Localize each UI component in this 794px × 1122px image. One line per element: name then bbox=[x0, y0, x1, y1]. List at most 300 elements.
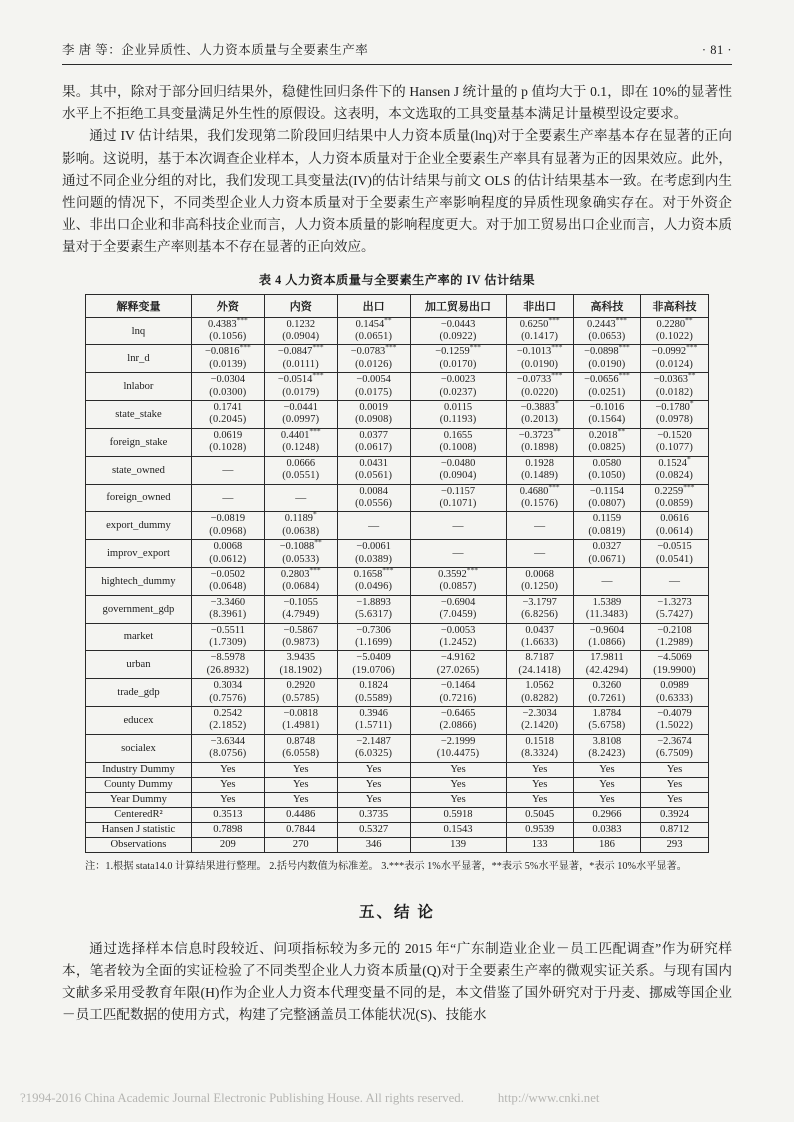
standard-error: (0.0968) bbox=[209, 525, 247, 537]
standard-error: (4.7949) bbox=[282, 609, 320, 621]
standard-error: (2.1420) bbox=[521, 720, 559, 732]
coefficient-value: −3.6344 bbox=[210, 735, 246, 747]
coefficient-cell bbox=[410, 679, 506, 707]
coefficient-cell bbox=[191, 317, 264, 345]
table-row bbox=[86, 428, 709, 456]
variable-label: hightech_dummy bbox=[86, 567, 192, 595]
coefficient-value: −0.0818 bbox=[283, 708, 318, 719]
coefficient-cell bbox=[410, 401, 506, 429]
coefficient-cell bbox=[573, 595, 640, 623]
coefficient-cell bbox=[337, 595, 410, 623]
coefficient-value: −2.3034 bbox=[522, 708, 557, 719]
standard-error: (0.0190) bbox=[588, 358, 626, 370]
standard-error: (1.4981) bbox=[282, 720, 320, 732]
coefficient-value: 0.1454** bbox=[355, 315, 392, 330]
coefficient-value: −2.3674 bbox=[657, 735, 692, 747]
summary-value: 0.0383 bbox=[573, 822, 640, 837]
coefficient-cell bbox=[506, 567, 573, 595]
coefficient-cell bbox=[191, 623, 264, 651]
coefficient-cell bbox=[337, 623, 410, 651]
coefficient-value: −0.1088** bbox=[279, 537, 322, 553]
coefficient-value: 1.0562 bbox=[525, 680, 554, 692]
coefficient-cell bbox=[506, 707, 573, 735]
standard-error: (0.0251) bbox=[588, 386, 626, 398]
coefficient-value: 8.7187 bbox=[525, 652, 554, 664]
coefficient-cell bbox=[573, 707, 640, 735]
standard-error: (0.0175) bbox=[355, 386, 393, 398]
coefficient-cell bbox=[573, 623, 640, 651]
coefficient-cell bbox=[191, 651, 264, 679]
standard-error: (0.1022) bbox=[655, 331, 694, 343]
standard-error: (0.0139) bbox=[209, 358, 247, 370]
standard-error: (0.0182) bbox=[655, 386, 694, 398]
standard-error: (0.0220) bbox=[521, 386, 559, 398]
summary-value: 0.3924 bbox=[641, 807, 709, 822]
coefficient-cell bbox=[410, 595, 506, 623]
standard-error: (0.0819) bbox=[588, 525, 626, 537]
coefficient-cell bbox=[264, 734, 337, 762]
table-row bbox=[86, 345, 709, 373]
coefficient-cell bbox=[191, 342, 264, 373]
standard-error: (8.3324) bbox=[521, 748, 559, 760]
coefficient-value: −0.1157 bbox=[441, 485, 476, 497]
coefficient-value: −4.9162 bbox=[440, 652, 476, 664]
coefficient-value: −0.9604 bbox=[589, 624, 625, 636]
coefficient-cell bbox=[337, 734, 410, 762]
table-row bbox=[86, 595, 709, 623]
summary-value: Yes bbox=[506, 762, 573, 777]
coefficient-value: −8.5978 bbox=[210, 652, 246, 664]
standard-error: (0.0496) bbox=[355, 581, 393, 593]
variable-label: lnq bbox=[86, 317, 192, 345]
standard-error: (0.0190) bbox=[521, 358, 559, 370]
coefficient-value: −0.0061 bbox=[356, 541, 391, 553]
coefficient-cell bbox=[191, 567, 264, 595]
coefficient-cell bbox=[410, 317, 506, 345]
coefficient-value: −5.0409 bbox=[356, 652, 391, 664]
standard-error: (0.0551) bbox=[282, 470, 320, 482]
coefficient-cell bbox=[191, 401, 264, 429]
coefficient-cell bbox=[641, 456, 709, 484]
summary-value: Yes bbox=[573, 777, 640, 792]
summary-value: Yes bbox=[264, 762, 337, 777]
coefficient-cell bbox=[337, 707, 410, 735]
coefficient-value: 0.2018** bbox=[588, 426, 625, 441]
summary-value: 0.5327 bbox=[337, 822, 410, 837]
coefficient-value: −0.1154 bbox=[589, 485, 624, 497]
coefficient-cell bbox=[410, 623, 506, 651]
coefficient-cell bbox=[264, 317, 337, 345]
standard-error: (0.1056) bbox=[209, 331, 247, 343]
coefficient-cell bbox=[506, 651, 573, 679]
standard-error: (42.4294) bbox=[585, 664, 629, 676]
standard-error: (0.1564) bbox=[588, 414, 626, 426]
coefficient-cell bbox=[337, 679, 410, 707]
coefficient-value: −0.0054 bbox=[356, 374, 391, 386]
standard-error: (0.0614) bbox=[655, 525, 694, 537]
coefficient-value: 0.1741 bbox=[213, 402, 243, 414]
standard-error: (0.0904) bbox=[282, 331, 320, 343]
standard-error: (0.1077) bbox=[655, 442, 694, 454]
coefficient-value: 0.0115 bbox=[443, 402, 473, 414]
column-header-7: 非高科技 bbox=[641, 294, 709, 317]
standard-error: (0.0533) bbox=[282, 553, 320, 565]
summary-value: Yes bbox=[410, 762, 506, 777]
standard-error: (0.0617) bbox=[355, 442, 393, 454]
table-row bbox=[86, 651, 709, 679]
variable-label: lnlabor bbox=[86, 373, 192, 401]
standard-error: (0.7576) bbox=[209, 692, 247, 704]
summary-value: Yes bbox=[191, 777, 264, 792]
summary-value: 0.5045 bbox=[506, 807, 573, 822]
coefficient-cell bbox=[337, 317, 410, 345]
coefficient-cell bbox=[191, 512, 264, 540]
standard-error: (0.0126) bbox=[355, 358, 393, 370]
summary-value: 0.4486 bbox=[264, 807, 337, 822]
coefficient-cell bbox=[641, 595, 709, 623]
standard-error: (2.0866) bbox=[439, 720, 477, 732]
variable-label: urban bbox=[86, 651, 192, 679]
standard-error: (0.9873) bbox=[282, 636, 320, 648]
summary-value: Yes bbox=[337, 762, 410, 777]
summary-row bbox=[86, 792, 709, 807]
standard-error: (0.8282) bbox=[521, 692, 559, 704]
coefficient-value: 0.0019 bbox=[359, 402, 388, 414]
standard-error: (5.7427) bbox=[655, 609, 694, 621]
variable-label: foreign_stake bbox=[86, 428, 192, 456]
standard-error: (0.1489) bbox=[521, 470, 559, 482]
variable-label: improv_export bbox=[86, 540, 192, 568]
standard-error: (0.0653) bbox=[588, 331, 626, 343]
standard-error: (0.0389) bbox=[355, 553, 393, 565]
table-row bbox=[86, 734, 709, 762]
summary-value: Yes bbox=[410, 777, 506, 792]
standard-error: (0.0922) bbox=[439, 331, 477, 343]
coefficient-value: 0.8748 bbox=[286, 735, 316, 747]
coefficient-value: −0.0514*** bbox=[277, 370, 324, 386]
standard-error: (6.0558) bbox=[282, 748, 320, 760]
coefficient-value: 0.1232 bbox=[286, 318, 316, 330]
summary-value: 209 bbox=[191, 837, 264, 852]
summary-value: 346 bbox=[337, 837, 410, 852]
standard-error: (0.0541) bbox=[655, 553, 694, 565]
standard-error: (11.3483) bbox=[585, 609, 628, 621]
coefficient-value: 0.1824 bbox=[359, 680, 388, 692]
standard-error: (0.0824) bbox=[655, 470, 694, 482]
footer-copyright: ?1994-2016 China Academic Journal Electronic Publishing House. All rights reserved. bbox=[20, 1091, 464, 1105]
coefficient-value: −0.1464 bbox=[440, 680, 476, 692]
coefficient-value: 0.0068 bbox=[525, 568, 554, 580]
coefficient-cell bbox=[641, 317, 709, 345]
summary-label: Observations bbox=[86, 837, 192, 852]
coefficient-cell bbox=[506, 456, 573, 484]
results-table-block bbox=[85, 271, 709, 874]
coefficient-value: 0.2259*** bbox=[654, 482, 695, 497]
standard-error: (0.5589) bbox=[355, 692, 393, 704]
coefficient-value: 0.4383*** bbox=[207, 315, 248, 330]
coefficient-value: −0.0992*** bbox=[651, 342, 698, 358]
coefficient-cell bbox=[410, 734, 506, 762]
coefficient-cell: — bbox=[410, 512, 506, 540]
coefficient-value: 0.0616 bbox=[660, 513, 689, 525]
coefficient-cell: — bbox=[410, 540, 506, 568]
coefficient-value: 0.0580 bbox=[592, 457, 622, 469]
standard-error: (0.0997) bbox=[282, 414, 320, 426]
standard-error: (0.1050) bbox=[588, 470, 626, 482]
column-header-3: 出口 bbox=[337, 294, 410, 317]
coefficient-value: −2.1999 bbox=[440, 735, 476, 747]
coefficient-cell bbox=[573, 370, 640, 401]
coefficient-cell bbox=[641, 512, 709, 540]
summary-value: 293 bbox=[641, 837, 709, 852]
table-row bbox=[86, 540, 709, 568]
coefficient-value: 0.0327 bbox=[592, 541, 622, 553]
coefficient-cell bbox=[264, 651, 337, 679]
table-note: 注：1.根据 stata14.0 计算结果进行整理。 2.括号内数值为标准差。 3.***表示 1%水平显著，**表示 5%水平显著，*表示 10%水平显著。 bbox=[85, 860, 687, 872]
standard-error: (1.2452) bbox=[439, 636, 477, 648]
coefficient-cell bbox=[641, 370, 709, 401]
standard-error: (0.0857) bbox=[439, 581, 477, 593]
coefficient-value: −0.0053 bbox=[440, 624, 476, 636]
table-row bbox=[86, 373, 709, 401]
variable-label: export_dummy bbox=[86, 512, 192, 540]
coefficient-value: 0.0437 bbox=[525, 624, 554, 636]
variable-label: socialex bbox=[86, 734, 192, 762]
standard-error: (1.6633) bbox=[521, 636, 559, 648]
coefficient-value: 3.8108 bbox=[592, 735, 622, 747]
standard-error: (1.5711) bbox=[355, 720, 392, 732]
coefficient-cell bbox=[264, 567, 337, 595]
coefficient-cell bbox=[410, 428, 506, 456]
coefficient-value: −0.0363** bbox=[653, 370, 696, 386]
variable-label: lnr_d bbox=[86, 345, 192, 373]
coefficient-cell bbox=[191, 679, 264, 707]
summary-value: 0.8712 bbox=[641, 822, 709, 837]
coefficient-cell bbox=[337, 567, 410, 595]
standard-error: (0.0807) bbox=[588, 497, 626, 509]
coefficient-value: 0.1524* bbox=[658, 454, 691, 469]
standard-error: (0.0908) bbox=[355, 414, 393, 426]
standard-error: (10.4475) bbox=[436, 748, 480, 760]
summary-value: 186 bbox=[573, 837, 640, 852]
coefficient-cell bbox=[506, 370, 573, 401]
coefficient-value: −1.3273 bbox=[657, 596, 692, 608]
coefficient-cell bbox=[264, 623, 337, 651]
coefficient-cell bbox=[264, 456, 337, 484]
standard-error: (0.1008) bbox=[439, 442, 477, 454]
summary-value: Yes bbox=[641, 792, 709, 807]
coefficient-value: 0.1159 bbox=[592, 513, 622, 525]
coefficient-cell bbox=[264, 707, 337, 735]
standard-error: (0.7216) bbox=[439, 692, 477, 704]
coefficient-value: 0.0989 bbox=[660, 680, 689, 692]
standard-error: (1.2989) bbox=[655, 636, 694, 648]
summary-value: Yes bbox=[264, 777, 337, 792]
standard-error: (19.9900) bbox=[653, 664, 696, 676]
coefficient-cell bbox=[337, 484, 410, 512]
standard-error: (6.8256) bbox=[521, 609, 559, 621]
standard-error: (0.0612) bbox=[209, 553, 247, 565]
footer-url: http://www.cnki.net bbox=[497, 1091, 600, 1105]
coefficient-cell bbox=[641, 484, 709, 512]
table-body bbox=[86, 317, 709, 852]
coefficient-cell: — bbox=[506, 540, 573, 568]
standard-error: (0.5785) bbox=[282, 692, 320, 704]
coefficient-value: 0.1189* bbox=[284, 509, 317, 525]
coefficient-value: −0.1259*** bbox=[435, 342, 481, 358]
coefficient-value: −0.0443 bbox=[440, 318, 476, 330]
coefficient-cell bbox=[191, 373, 264, 401]
standard-error: (0.1248) bbox=[282, 442, 320, 454]
standard-error: (0.0648) bbox=[209, 581, 247, 593]
coefficient-value: 0.1658*** bbox=[353, 565, 394, 580]
summary-value: Yes bbox=[573, 762, 640, 777]
standard-error: (2.1852) bbox=[209, 720, 247, 732]
coefficient-cell bbox=[506, 484, 573, 512]
standard-error: (26.8932) bbox=[206, 664, 250, 676]
coefficient-cell bbox=[641, 398, 709, 429]
coefficient-value: 0.0666 bbox=[286, 457, 316, 469]
coefficient-cell bbox=[337, 428, 410, 456]
coefficient-value: −0.1013*** bbox=[516, 342, 563, 358]
summary-value: Yes bbox=[191, 762, 264, 777]
coefficient-value: −0.0733*** bbox=[516, 370, 563, 386]
coefficient-cell bbox=[641, 342, 709, 373]
coefficient-value: 0.0431 bbox=[359, 457, 388, 469]
coefficient-cell bbox=[573, 679, 640, 707]
summary-row bbox=[86, 822, 709, 837]
summary-label: Industry Dummy bbox=[86, 762, 192, 777]
coefficient-value: −0.0819 bbox=[210, 513, 246, 525]
summary-row bbox=[86, 807, 709, 822]
summary-value: Yes bbox=[337, 777, 410, 792]
coefficient-cell bbox=[573, 342, 640, 373]
footer bbox=[20, 1091, 774, 1106]
coefficient-value: −3.1797 bbox=[522, 596, 557, 608]
standard-error: (0.1417) bbox=[521, 331, 559, 343]
summary-value: Yes bbox=[264, 792, 337, 807]
coefficient-cell bbox=[641, 623, 709, 651]
coefficient-cell bbox=[264, 537, 337, 568]
iv-results-table bbox=[85, 294, 709, 853]
coefficient-cell bbox=[506, 623, 573, 651]
summary-value: Yes bbox=[191, 792, 264, 807]
coefficient-cell: — bbox=[337, 512, 410, 540]
coefficient-value: −0.0502 bbox=[210, 568, 246, 580]
coefficient-value: 0.2443*** bbox=[587, 315, 627, 330]
coefficient-cell bbox=[191, 540, 264, 568]
coefficient-value: 1.8784 bbox=[592, 708, 622, 719]
coefficient-cell bbox=[573, 317, 640, 345]
coefficient-cell bbox=[410, 342, 506, 373]
coefficient-value: −0.5511 bbox=[210, 624, 245, 636]
coefficient-cell bbox=[410, 651, 506, 679]
standard-error: (0.1028) bbox=[209, 442, 247, 454]
standard-error: (24.1418) bbox=[518, 664, 561, 676]
coefficient-cell bbox=[573, 456, 640, 484]
standard-error: (0.0978) bbox=[655, 414, 694, 426]
column-header-6: 高科技 bbox=[573, 294, 640, 317]
coefficient-cell bbox=[506, 342, 573, 373]
standard-error: (8.3961) bbox=[209, 609, 247, 621]
coefficient-cell bbox=[506, 734, 573, 762]
table-row bbox=[86, 623, 709, 651]
table-row bbox=[86, 679, 709, 707]
coefficient-cell bbox=[410, 373, 506, 401]
standard-error: (0.2045) bbox=[209, 414, 247, 426]
coefficient-cell bbox=[191, 707, 264, 735]
coefficient-cell bbox=[573, 484, 640, 512]
coefficient-cell bbox=[264, 428, 337, 456]
standard-error: (0.0859) bbox=[655, 497, 694, 509]
summary-row bbox=[86, 837, 709, 852]
summary-value: Yes bbox=[641, 777, 709, 792]
coefficient-value: 0.2542 bbox=[213, 708, 243, 719]
standard-error: (0.0651) bbox=[355, 331, 393, 343]
coefficient-cell: — bbox=[641, 567, 709, 595]
body-paragraph-2: 通过 IV 估计结果，我们发现第二阶段回归结果中人力资本质量(lnq)对于全要素生产率基本存在显著的正向影响。这说明，基于本次调查企业样本，人力资本质量对于企业全要素生产率具有显著为正的因果效应。此外，通过不同企业分组的对比，我们发现工具变量法(IV)的估计结果与前文 OLS 的估计结果基本一致。在考虑到内生性问题的情况下，不同类型企业人力资本质量对于全要素生产率影响程度的异质性现象确实存在。对于外资企业、非出口企业和非高科技企业而言，人力资本质量的影响程度更大。对于加工贸易出口企业而言，人力资本质量对于全要素生产率则基本不存在显著的正向效应。 bbox=[62, 128, 732, 255]
standard-error: (0.6333) bbox=[655, 692, 694, 704]
standard-error: (6.7509) bbox=[655, 748, 694, 760]
summary-value: 270 bbox=[264, 837, 337, 852]
coefficient-cell bbox=[337, 373, 410, 401]
coefficient-value: −0.0023 bbox=[440, 374, 476, 386]
coefficient-value: −0.0515 bbox=[657, 541, 692, 553]
standard-error: (19.0706) bbox=[352, 664, 395, 676]
summary-value: Yes bbox=[573, 792, 640, 807]
coefficient-value: −0.0847*** bbox=[277, 342, 324, 358]
standard-error: (1.5022) bbox=[655, 720, 694, 732]
standard-error: (6.0325) bbox=[355, 748, 393, 760]
table-row bbox=[86, 317, 709, 345]
summary-value: 0.3513 bbox=[191, 807, 264, 822]
coefficient-cell bbox=[264, 509, 337, 540]
summary-value: Yes bbox=[506, 777, 573, 792]
summary-value: 0.1543 bbox=[410, 822, 506, 837]
coefficient-value: −4.5069 bbox=[657, 652, 692, 664]
coefficient-value: −0.6904 bbox=[440, 596, 476, 608]
standard-error: (0.1071) bbox=[439, 497, 477, 509]
summary-label: County Dummy bbox=[86, 777, 192, 792]
summary-value: 0.9539 bbox=[506, 822, 573, 837]
coefficient-value: 0.6250*** bbox=[519, 315, 560, 330]
variable-label: state_stake bbox=[86, 401, 192, 429]
running-title: 李 唐 等：企业异质性、人力资本质量与全要素生产率 bbox=[62, 43, 369, 57]
conclusion-paragraph: 通过选择样本信息时段较近、问项指标较为多元的 2015 年“广东制造业企业－员工匹配调查”作为研究样本，笔者较为全面的实证检验了不同类型企业人力资本质量(Q)对于全要素生产率的微观实证关系。与现有国内文献多采用受教育年限(H)作为企业人力资本代理变量不同的是，本文借鉴了国外研究对于丹麦、挪威等国企业－员工匹配数据的使用方式，构建了完整涵盖员工体能状况(S)、技能水 bbox=[62, 940, 732, 1023]
coefficient-cell bbox=[191, 734, 264, 762]
section-heading-conclusion: 五、结 论 bbox=[359, 903, 435, 921]
coefficient-cell bbox=[573, 401, 640, 429]
coefficient-value: 0.0619 bbox=[213, 429, 243, 441]
coefficient-value: 0.4680*** bbox=[519, 482, 560, 497]
standard-error: (0.1898) bbox=[521, 442, 559, 454]
coefficient-value: 0.0068 bbox=[213, 541, 243, 553]
summary-row bbox=[86, 762, 709, 777]
standard-error: (1.1699) bbox=[355, 636, 393, 648]
coefficient-cell: — bbox=[573, 567, 640, 595]
coefficient-cell bbox=[641, 707, 709, 735]
coefficient-value: 0.0084 bbox=[359, 485, 388, 497]
coefficient-value: −0.0441 bbox=[283, 402, 318, 414]
coefficient-cell bbox=[641, 679, 709, 707]
standard-error: (0.0825) bbox=[588, 442, 626, 454]
coefficient-value: 0.4401*** bbox=[280, 426, 321, 441]
coefficient-cell bbox=[264, 342, 337, 373]
coefficient-value: −0.0656*** bbox=[584, 370, 630, 386]
coefficient-value: 0.2280** bbox=[656, 315, 693, 330]
coefficient-cell bbox=[191, 428, 264, 456]
coefficient-value: −0.0304 bbox=[210, 374, 246, 386]
